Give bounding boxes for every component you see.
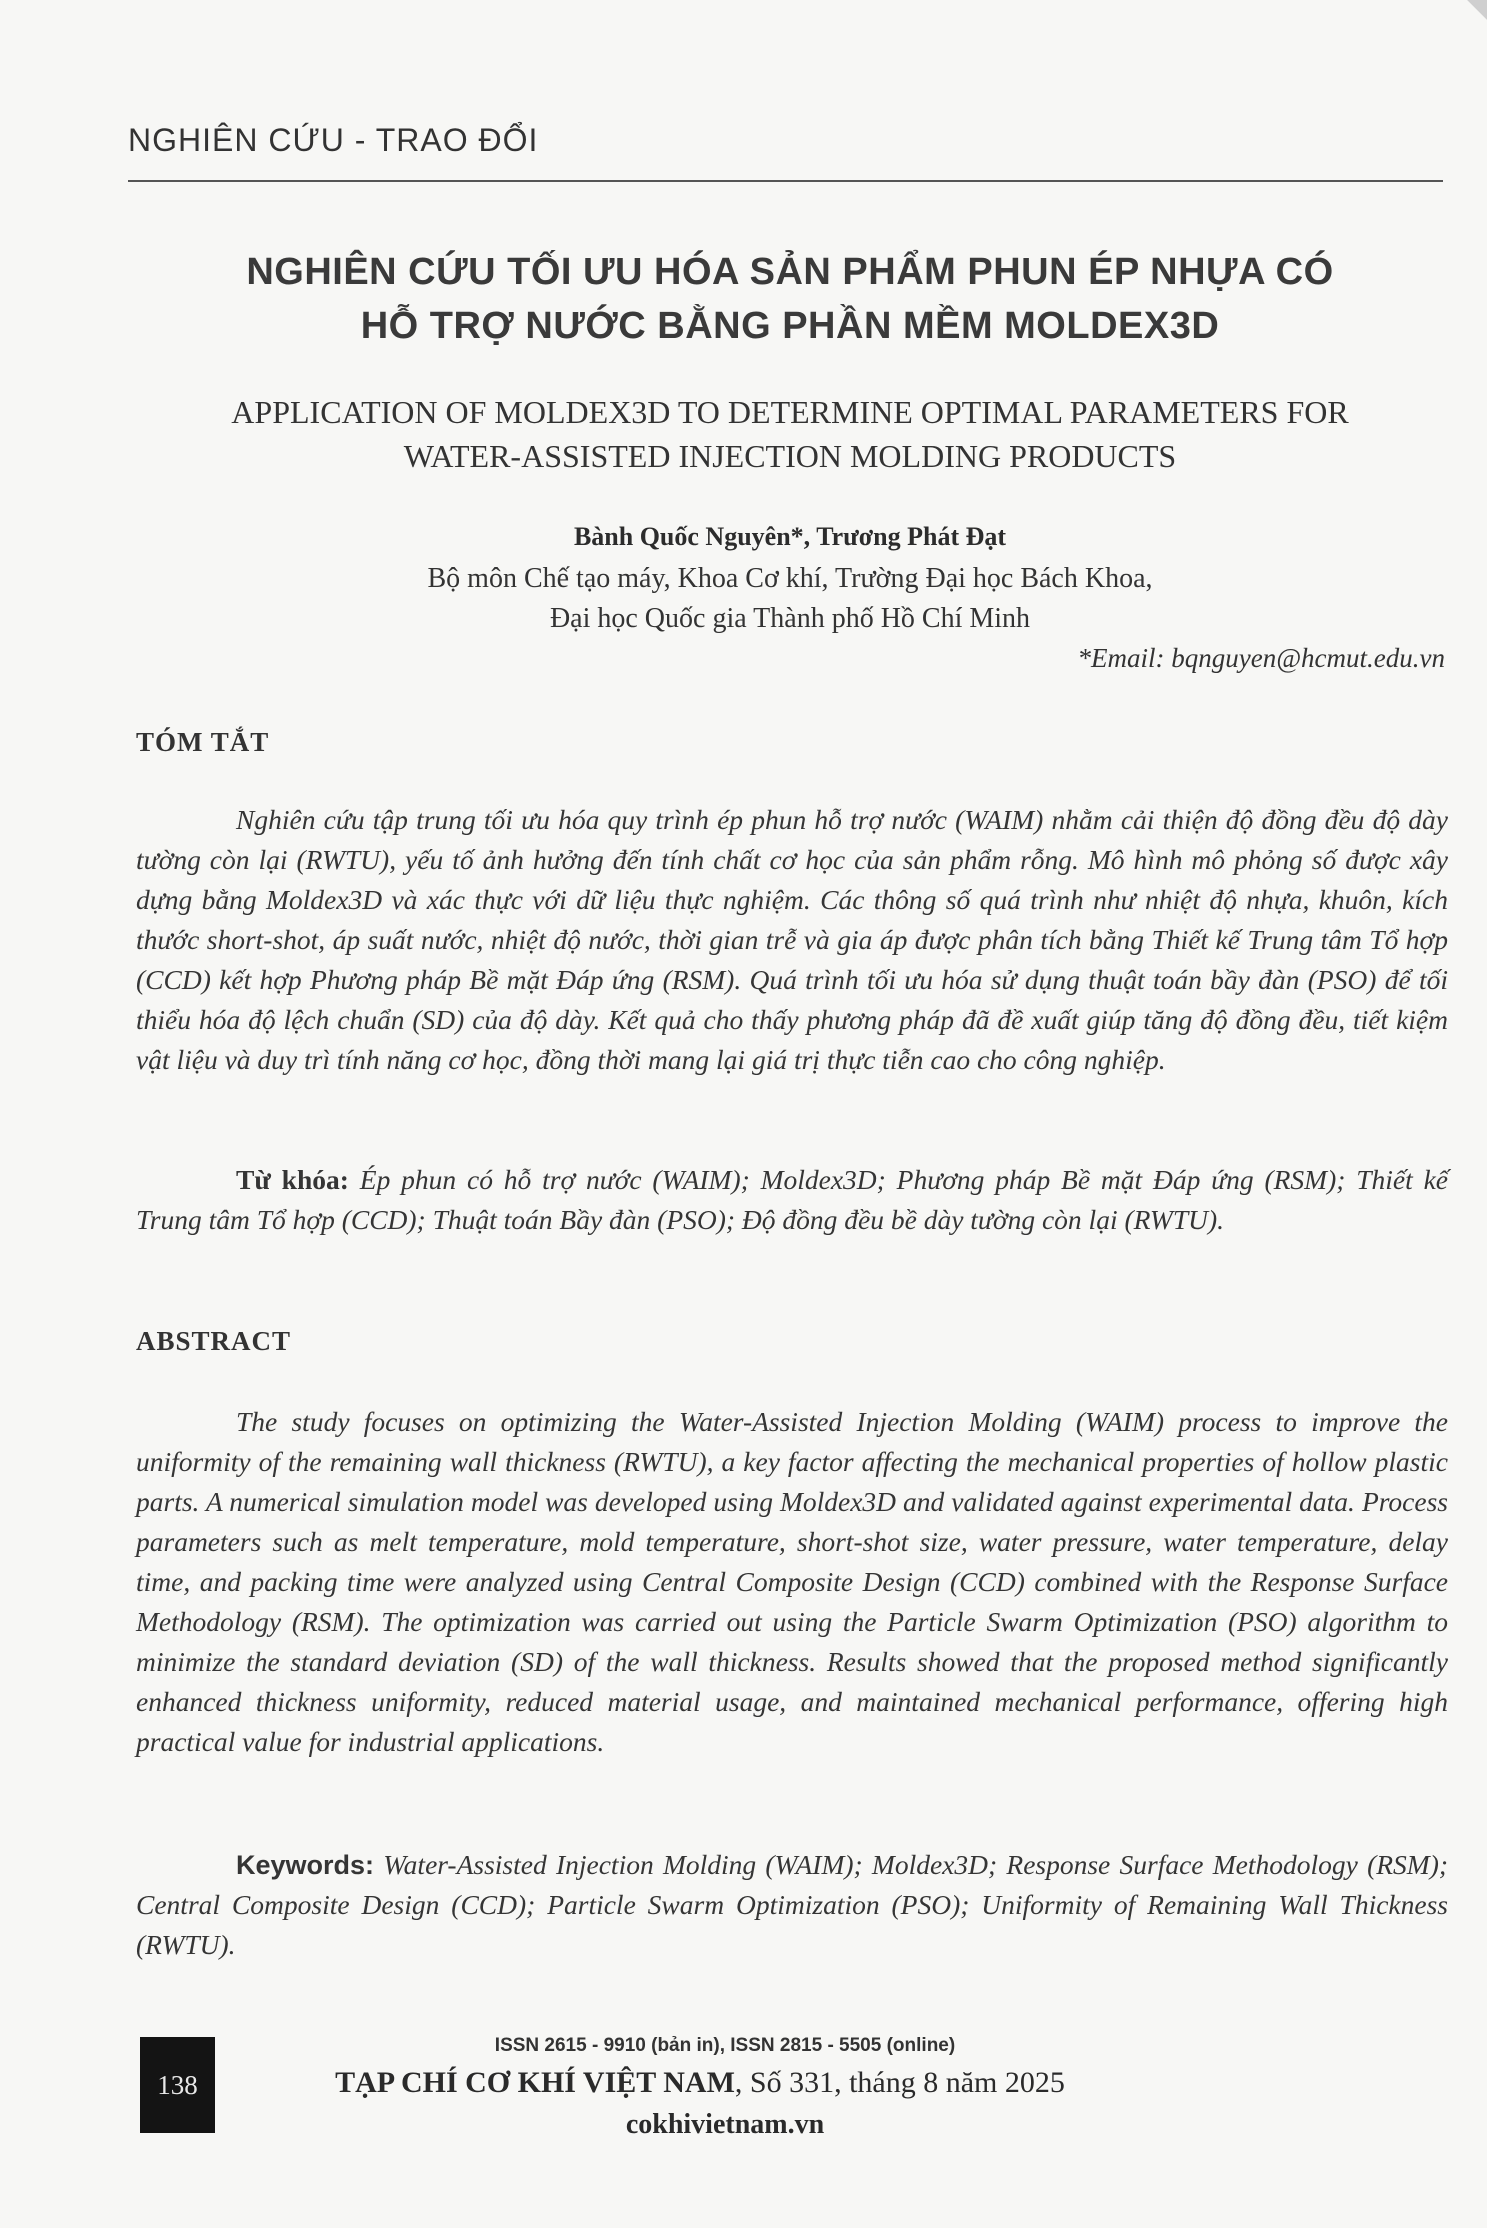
author-email[interactable]: *Email: bqnguyen@hcmut.edu.vn [1077, 643, 1445, 673]
title-vn-line-1: NGHIÊN CỨU TỐI ƯU HÓA SẢN PHẨM PHUN ÉP NHỰA CÓ [246, 251, 1334, 293]
author-names: Bành Quốc Nguyên*, Trương Phát Đạt [573, 522, 1007, 551]
journal-name: TẠP CHÍ CƠ KHÍ VIỆT NAM [335, 2066, 735, 2099]
keywords-english [136, 1845, 1448, 1965]
title-vn-line-2: HỖ TRỢ NƯỚC BẰNG PHẦN MỀM MOLDEX3D [360, 305, 1220, 347]
page-number: 138 [157, 2069, 198, 2100]
keywords-vietnamese [136, 1160, 1448, 1240]
title-vietnamese [140, 245, 1440, 353]
keywords-vn-label: Từ khóa: [236, 1164, 349, 1195]
scan-corner-mark [1459, 0, 1487, 28]
title-en-line-1: APPLICATION OF MOLDEX3D TO DETERMINE OPTIMAL PARAMETERS FOR [231, 394, 1349, 430]
header-divider [128, 180, 1443, 182]
keywords-vn-list: Ép phun có hỗ trợ nước (WAIM); Moldex3D; Phương pháp Bề mặt Đáp ứng (RSM); Thiết kế Trung tâm Tổ hợp (CCD); Thuật toán Bầy đàn (PSO); Độ đồng đều bề dày tường còn lại (RWTU). [136, 1164, 1449, 1235]
page-number-badge [140, 2037, 215, 2133]
abstract-heading: ABSTRACT [136, 1326, 292, 1356]
abstract-body: The study focuses on optimizing the Water-Assisted Injection Molding (WAIM) process to improve the uniformity of the remaining wall thickness (RWTU), a key factor affecting the mechanical properties of hollow plastic parts. A numerical simulation model was developed using Moldex3D and validated against experimental data. Process parameters such as melt temperature, mold temperature, short-shot size, water pressure, water temperature, delay time, and packing time were analyzed using Central Composite Design (CCD) combined with the Response Surface Methodology (RSM). The optimization was carried out using the Particle Swarm Optimization (PSO) algorithm to minimize the standard deviation (SD) of the wall thickness. Results showed that the proposed method significantly enhanced thickness uniformity, reduced material usage, and maintained mechanical performance, offering high practical value for industrial applications. [136, 1406, 1448, 1757]
keywords-en-label: Keywords: [236, 1850, 375, 1880]
affiliation-line-2: Đại học Quốc gia Thành phố Hồ Chí Minh [549, 603, 1031, 634]
title-en-line-2: WATER-ASSISTED INJECTION MOLDING PRODUCTS [403, 438, 1177, 474]
journal-website[interactable]: cokhivietnam.vn [625, 2109, 825, 2140]
section-label: NGHIÊN CỨU - TRAO ĐỔI [128, 122, 539, 158]
affiliation-line-1: Bộ môn Chế tạo máy, Khoa Cơ khí, Trường Đại học Bách Khoa, [427, 563, 1153, 594]
title-english [140, 390, 1440, 478]
summary-body: Nghiên cứu tập trung tối ưu hóa quy trình ép phun hỗ trợ nước (WAIM) nhằm cải thiện độ đồng đều độ dày tường còn lại (RWTU), yếu tố ảnh hưởng đến tính chất cơ học của sản phẩm rỗng. Mô hình mô phỏng số được xây dựng bằng Moldex3D và xác thực với dữ liệu thực nghiệm. Các thông số quá trình như nhiệt độ nhựa, khuôn, kích thước short-shot, áp suất nước, nhiệt độ nước, thời gian trễ và gia áp được phân tích bằng Thiết kế Trung tâm Tổ hợp (CCD) kết hợp Phương pháp Bề mặt Đáp ứng (RSM). Quá trình tối ưu hóa sử dụng thuật toán bầy đàn (PSO) để tối thiểu hóa độ lệch chuẩn (SD) của độ dày. Kết quả cho thấy phương pháp đã đề xuất giúp tăng độ đồng đều, tiết kiệm vật liệu và duy trì tính năng cơ học, đồng thời mang lại giá trị thực tiễn cao cho công nghiệp. [136, 804, 1448, 1075]
journal-issue: , Số 331, tháng 8 năm 2025 [734, 2066, 1065, 2099]
issn-line: ISSN 2615 - 9910 (bản in), ISSN 2815 - 5505 (online) [494, 2035, 956, 2056]
journal-line [240, 2066, 1160, 2100]
keywords-en-list: Water-Assisted Injection Molding (WAIM); Moldex3D; Response Surface Methodology (RSM); Central Composite Design (CCD); Particle Swarm Optimization (PSO); Uniformity of Remaining Wall Thickness (RWTU). [136, 1849, 1449, 1960]
summary-heading: TÓM TẮT [136, 727, 270, 757]
